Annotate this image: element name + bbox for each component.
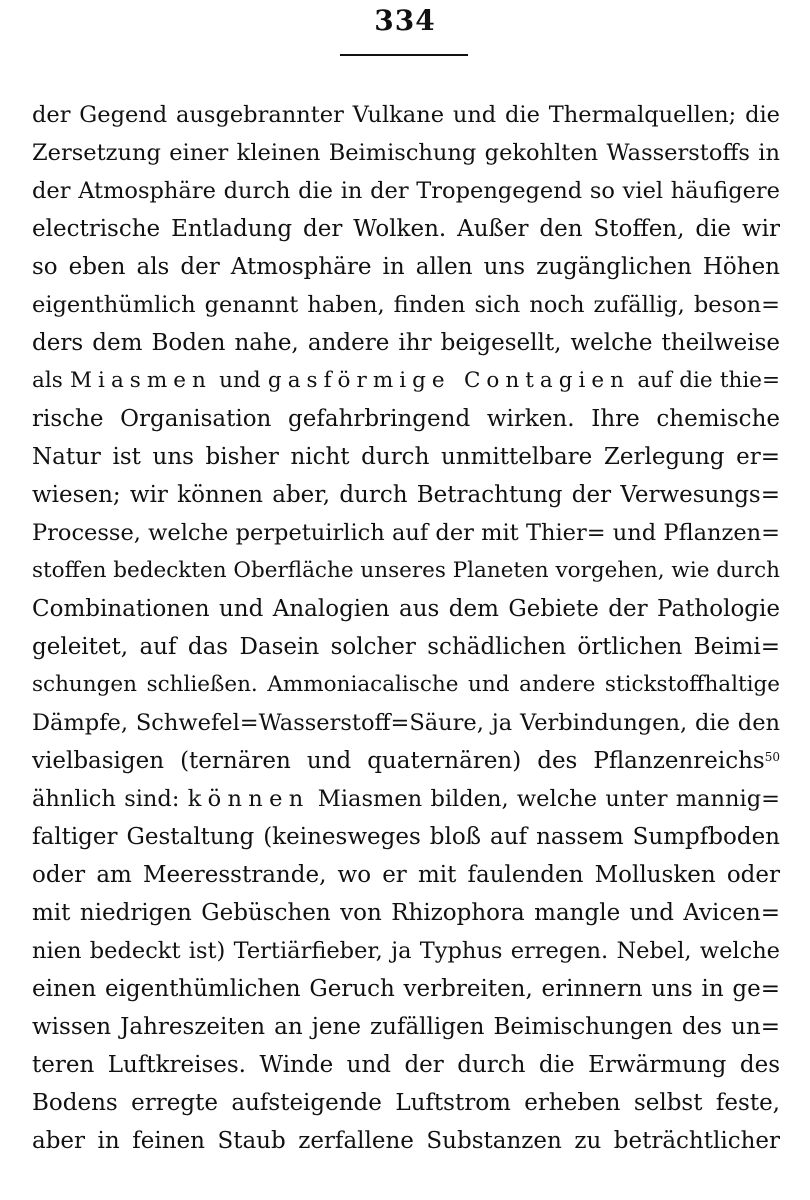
body-text [32,96,780,1160]
text-line: als Miasmen und gasförmige Contagien auf die thie= [32,368,780,393]
footnote-marker: 50 [764,750,780,764]
text-line: Processe, welche perpetuirlich auf der mit Thier= und Pflanzen= [32,520,780,546]
text-line: einen eigenthümlichen Geruch verbreiten, erinnern uns in ge= [32,976,780,1002]
text-line: Bodens erregte aufsteigende Luftstrom erheben selbst feste, [32,1090,780,1116]
text-line: der Atmosphäre durch die in der Tropengegend so viel häufigere [32,178,780,204]
text-line: wissen Jahreszeiten an jene zufälligen Beimischungen des un= [32,1014,780,1040]
page-number: 334 [374,4,436,37]
header-rule [340,54,468,56]
text-line: stoffen bedeckten Oberfläche unseres Planeten vorgehen, wie durch [32,558,780,583]
text-line: electrische Entladung der Wolken. Außer den Stoffen, die wir [32,216,780,242]
text-line: ders dem Boden nahe, andere ihr beigesellt, welche theilweise [32,330,780,356]
text-line: Zersetzung einer kleinen Beimischung gekohlten Wasserstoffs in [32,140,780,166]
text-line: Combinationen und Analogien aus dem Gebiete der Pathologie [32,596,780,622]
text-line: Dämpfe, Schwefel=Wasserstoff=Säure, ja Verbindungen, die den [32,710,780,736]
text-line: schungen schließen. Ammoniacalische und andere stickstoffhaltige [32,672,780,697]
text-line: nien bedeckt ist) Tertiärfieber, ja Typhus erregen. Nebel, welche [32,938,780,964]
text-line: oder am Meeresstrande, wo er mit faulenden Mollusken oder [32,862,780,888]
text-line: rische Organisation gefahrbringend wirken. Ihre chemische [32,406,780,432]
text-line: der Gegend ausgebrannter Vulkane und die Thermalquellen; die [32,102,780,128]
text-line: aber in feinen Staub zerfallene Substanzen zu beträchtlicher [32,1128,780,1154]
text-line: faltiger Gestaltung (keinesweges bloß auf nassem Sumpfboden [32,824,780,850]
text-line: eigenthümlich genannt haben, finden sich noch zufällig, beson= [32,292,780,318]
text-line: so eben als der Atmosphäre in allen uns zugänglichen Höhen [32,254,780,280]
emphasized-term: Miasmen [70,368,212,393]
text-line: teren Luftkreises. Winde und der durch die Erwärmung des [32,1052,780,1078]
text-line: ähnlich sind: können Miasmen bilden, welche unter mannig= [32,786,780,812]
text-line: Natur ist uns bisher nicht durch unmittelbare Zerlegung er= [32,444,780,470]
text-line: vielbasigen (ternären und quaternären) des Pflanzenreichs$^{50}$ [32,748,780,774]
text-line: wiesen; wir können aber, durch Betrachtung der Verwesungs= [32,482,780,508]
emphasized-term: gasförmige Contagien [267,368,631,393]
text-line: geleitet, auf das Dasein solcher schädlichen örtlichen Beimi= [32,634,780,660]
text-line: mit niedrigen Gebüschen von Rhizophora mangle und Avicen= [32,900,780,926]
emphasized-term: können [187,786,310,812]
